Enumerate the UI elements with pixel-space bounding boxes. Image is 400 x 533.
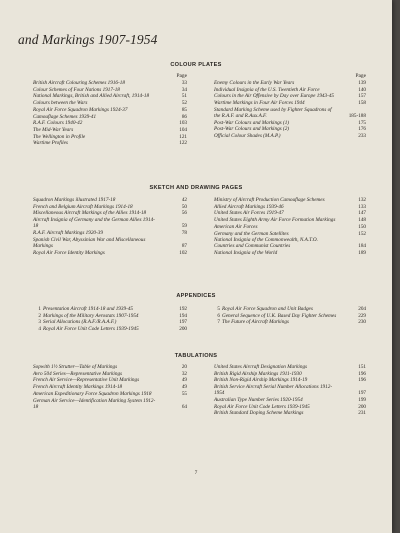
entry-page: 197 [358, 390, 366, 397]
contents-entry [33, 377, 187, 383]
contents-entry [33, 230, 187, 236]
entry-page: 34 [181, 86, 187, 93]
entry-number: 2 [38, 312, 41, 319]
contents-entry [214, 217, 366, 223]
contents-entry [214, 133, 366, 139]
appendices-left-column [38, 306, 187, 333]
contents-entry [33, 204, 187, 210]
contents-entry [214, 397, 366, 403]
entry-title: General Sequence of U.K. Based Day Fighter Schemes [222, 312, 337, 319]
entry-title: Royal Air Force Unit Code Letters 1939-1945 [214, 403, 310, 410]
entry-title: French Air Service—Representative Unit Markings [33, 377, 140, 384]
entry-title: Official Colour Shades (M.A.P.) [214, 133, 281, 140]
sketch-left-column [33, 197, 187, 256]
entry-title: United States Air Forces 1919-47 [214, 210, 284, 217]
appendices-right-column [217, 306, 366, 326]
entry-page: 176 [358, 126, 366, 133]
entry-title: Germany and the German Satellites [214, 230, 289, 237]
entry-title: Squadron Markings illustrated 1917-18 [33, 197, 116, 203]
contents-entry [214, 384, 366, 396]
entry-title: Aircraft Insignia of Germany and the German Allies 1914-18 [33, 217, 155, 230]
entry-title: French and Belgium Aircraft Markings 1914-18 [33, 203, 133, 210]
entry-page: 196 [358, 377, 366, 384]
contents-entry [214, 250, 366, 256]
entry-title: Enemy Colours in the Early War Years [214, 80, 295, 86]
contents-entry [214, 410, 366, 416]
entry-title: Allied Aircraft Markings 1939-46 [214, 203, 284, 210]
entry-title: United States Eighth Army Air Force Formation Markings [214, 217, 336, 224]
entry-title: Ministry of Aircraft Production Camouflage Schemes [214, 197, 325, 203]
entry-title: United States Aircraft Designation Markings [214, 364, 308, 370]
colour-plates-right-column [214, 80, 366, 140]
entry-title: German Air Service—Identification Marking System 1912-18 [33, 397, 156, 410]
contents-entry [214, 107, 366, 119]
contents-entry [214, 224, 366, 230]
contents-entry [214, 87, 366, 93]
entry-title: Post-War Colours and Markings (1) [214, 119, 290, 126]
entry-page: 192 [179, 306, 187, 312]
contents-entry [214, 120, 366, 126]
tabulations-left-column [33, 364, 187, 410]
contents-entry [33, 140, 187, 146]
contents-entry [33, 87, 187, 93]
entry-title: Presentation Aircraft 1914-18 and 1939-45 [43, 306, 134, 312]
entry-page: 194 [179, 312, 187, 319]
entry-page: 86 [181, 113, 187, 120]
entry-number: 1 [38, 306, 41, 312]
contents-entry [214, 197, 366, 203]
contents-entry [33, 114, 187, 120]
contents-entry [33, 371, 187, 377]
entry-title: Miscellaneous Aircraft Markings of the Allies 1914-18 [33, 210, 147, 217]
contents-entry [33, 80, 187, 86]
entry-page: 204 [358, 306, 366, 312]
entry-title: Australian Type Number Series 1920-1954 [214, 397, 303, 404]
entry-page: 133 [358, 203, 366, 210]
entry-page: 121 [179, 133, 187, 140]
contents-entry [33, 391, 187, 397]
entry-page: 64 [181, 403, 187, 410]
entry-page: 55 [181, 390, 187, 397]
entry-title: Colour Schemes of Four Nations 1917-18 [33, 86, 120, 93]
contents-entry [33, 364, 187, 370]
entry-title: Wartime Markings in Four Air Forces 1944 [214, 100, 305, 107]
entry-title: French Aircraft Identity Markings 1914-18 [33, 384, 123, 391]
contents-entry [33, 250, 187, 256]
entry-page: 152 [358, 230, 366, 237]
entry-page: 59 [181, 223, 187, 230]
contents-entry [214, 126, 366, 132]
entry-title: Post-War Colours and Markings (2) [214, 126, 290, 133]
entry-page: 175 [358, 119, 366, 126]
entry-page: 52 [181, 100, 187, 107]
contents-entry [38, 306, 187, 312]
contents-entry [217, 306, 366, 312]
entry-title: Serial Allocations (R.A.F./R.A.A.F.) [43, 319, 117, 326]
entry-page: 184 [358, 243, 366, 250]
entry-page: 87 [181, 242, 187, 249]
entry-title: Avro 504 Series—Representative Markings [33, 370, 123, 377]
entry-page: 229 [358, 312, 366, 319]
section-heading-appendices: APPENDICES [176, 293, 216, 299]
entry-page: 122 [179, 140, 187, 147]
entry-number: 7 [217, 319, 220, 326]
page-number: 7 [194, 470, 198, 476]
entry-page: 233 [358, 133, 366, 140]
contents-entry [214, 204, 366, 210]
entry-page: 199 [358, 397, 366, 404]
contents-entry [33, 120, 187, 126]
entry-page: 140 [358, 86, 366, 93]
sketch-right-column [214, 197, 366, 257]
contents-entry [214, 237, 366, 249]
entry-page: 148 [358, 217, 366, 224]
entry-title: American Expeditionary Force Squadron Markings 1918 [33, 390, 152, 397]
page-column-header-right: Page [355, 73, 366, 79]
section-heading-colour-plates: COLOUR PLATES [170, 62, 222, 68]
entry-title: National Markings, British and Allied Aircraft, 1914-18 [33, 93, 150, 100]
entry-title: The Future of Aircraft Markings [222, 319, 289, 326]
entry-title: American Air Forces [214, 223, 258, 230]
entry-page: 151 [358, 364, 366, 370]
contents-entry [214, 93, 366, 99]
contents-entry [33, 384, 187, 390]
entry-title: British Rigid Airship Markings 1911-1930 [214, 370, 302, 377]
entry-title: British Non-Rigid Airship Markings 1914-19 [214, 377, 308, 384]
entry-title: British Service Aircraft Serial Number Allocations 1912-1954 [214, 384, 333, 397]
entry-page: 200 [358, 403, 366, 410]
entry-title: Royal Air Force Squadron and Unit Badges [222, 306, 313, 312]
entry-page: 32 [181, 370, 187, 377]
contents-entry [33, 398, 187, 410]
entry-title: Royal Air Force Squadron Markings 1924-37 [33, 106, 128, 113]
contents-entry [38, 312, 187, 319]
entry-page: 200 [179, 326, 187, 333]
entry-page: 158 [358, 100, 366, 107]
entry-title: R.A.F. Aircraft Markings 1920-39 [33, 230, 103, 237]
entry-title: Royal Air Force Identity Markings [33, 249, 105, 256]
entry-page: 132 [358, 197, 366, 203]
section-heading-sketch-drawing: SKETCH AND DRAWING PAGES [149, 185, 243, 191]
entry-title: National Insignia of the Commonwealth, N.A.T.O. Countries and Communist Countries [214, 237, 318, 250]
contents-entry [214, 371, 366, 377]
entry-title: R.A.F. Colours 1940-42 [33, 120, 83, 127]
contents-entry [33, 197, 187, 203]
entry-page: 33 [181, 80, 187, 86]
contents-entry [214, 100, 366, 106]
entry-title: Wartime Profiles [33, 140, 68, 147]
entry-title: Standard Marking Scheme used by Fighter Squadrons of the R.A.F. and R.Aux.A.F. [214, 106, 332, 120]
entry-title: Markings of the Military Aerostats 1907-1954 [43, 312, 139, 319]
entry-title: The Wellington in Profile [33, 133, 86, 140]
entry-number: 3 [38, 319, 41, 326]
entry-page: 197 [179, 319, 187, 326]
entry-page: 147 [358, 210, 366, 217]
contents-entry [33, 134, 187, 140]
entry-number: 5 [217, 306, 220, 312]
entry-page: 102 [179, 249, 187, 256]
contents-entry [214, 210, 366, 216]
entry-page: 85 [181, 106, 187, 113]
entry-page: 103 [179, 120, 187, 127]
contents-entry [33, 237, 187, 249]
page-title: and Markings 1907-1954 [18, 32, 158, 47]
contents-entry [38, 319, 187, 326]
entry-title: Sopwith 1½ Strutter—Table of Markings [33, 364, 118, 370]
entry-page: 49 [181, 377, 187, 384]
entry-page: 196 [358, 370, 366, 377]
entry-title: Royal Air Force Unit Code Letters 1939-1945 [43, 326, 139, 333]
contents-entry [38, 326, 187, 333]
contents-entry [214, 364, 366, 370]
entry-page: 49 [181, 384, 187, 391]
contents-entry [33, 107, 187, 113]
contents-entry [214, 377, 366, 383]
tabulations-right-column [214, 364, 366, 417]
entry-page: 78 [181, 230, 187, 237]
contents-entry [33, 217, 187, 229]
entry-page: 104 [179, 126, 187, 133]
page-column-header-left: Page [176, 73, 187, 79]
entry-title: British Aircraft Colouring Schemes 1916-18 [33, 80, 125, 86]
contents-entry [33, 93, 187, 99]
contents-entry [214, 231, 366, 237]
entry-page: 42 [181, 197, 187, 203]
section-heading-tabulations: TABULATIONS [174, 353, 218, 359]
entry-title: Colours between the Wars [33, 100, 88, 107]
entry-page: 50 [181, 203, 187, 210]
contents-entry [33, 100, 187, 106]
contents-entry [214, 404, 366, 410]
entry-page: 231 [358, 410, 366, 417]
entry-page: 185-188 [348, 113, 366, 120]
contents-entry [33, 127, 187, 133]
entry-page: 230 [358, 319, 366, 326]
entry-number: 4 [38, 326, 41, 333]
colour-plates-left-column [33, 80, 187, 147]
entry-number: 6 [217, 312, 220, 319]
contents-entry [217, 312, 366, 319]
entry-title: National Insignia of the World [214, 250, 278, 257]
entry-page: 150 [358, 223, 366, 230]
entry-page: 20 [181, 364, 187, 370]
entry-page: 139 [358, 80, 366, 86]
entry-title: Camouflage Schemes 1939-41 [33, 113, 97, 120]
entry-page: 56 [181, 210, 187, 217]
entry-title: The Mid-War Years [33, 126, 74, 133]
entry-title: British Standard Doping Scheme Markings [214, 410, 304, 417]
entry-title: Colours in the Air Offensive by Day over Europe 1943-45 [214, 93, 335, 100]
entry-page: 157 [358, 93, 366, 100]
entry-title: Spanish Civil War, Abyssinian War and Miscellaneous Markings [33, 236, 146, 249]
entry-title: Individual Insignia of the U.S. Twentieth Air Force [214, 86, 320, 93]
entry-page: 51 [181, 93, 187, 100]
entry-page: 189 [358, 250, 366, 257]
contents-entry [33, 210, 187, 216]
contents-entry [214, 80, 366, 86]
contents-entry [217, 319, 366, 326]
